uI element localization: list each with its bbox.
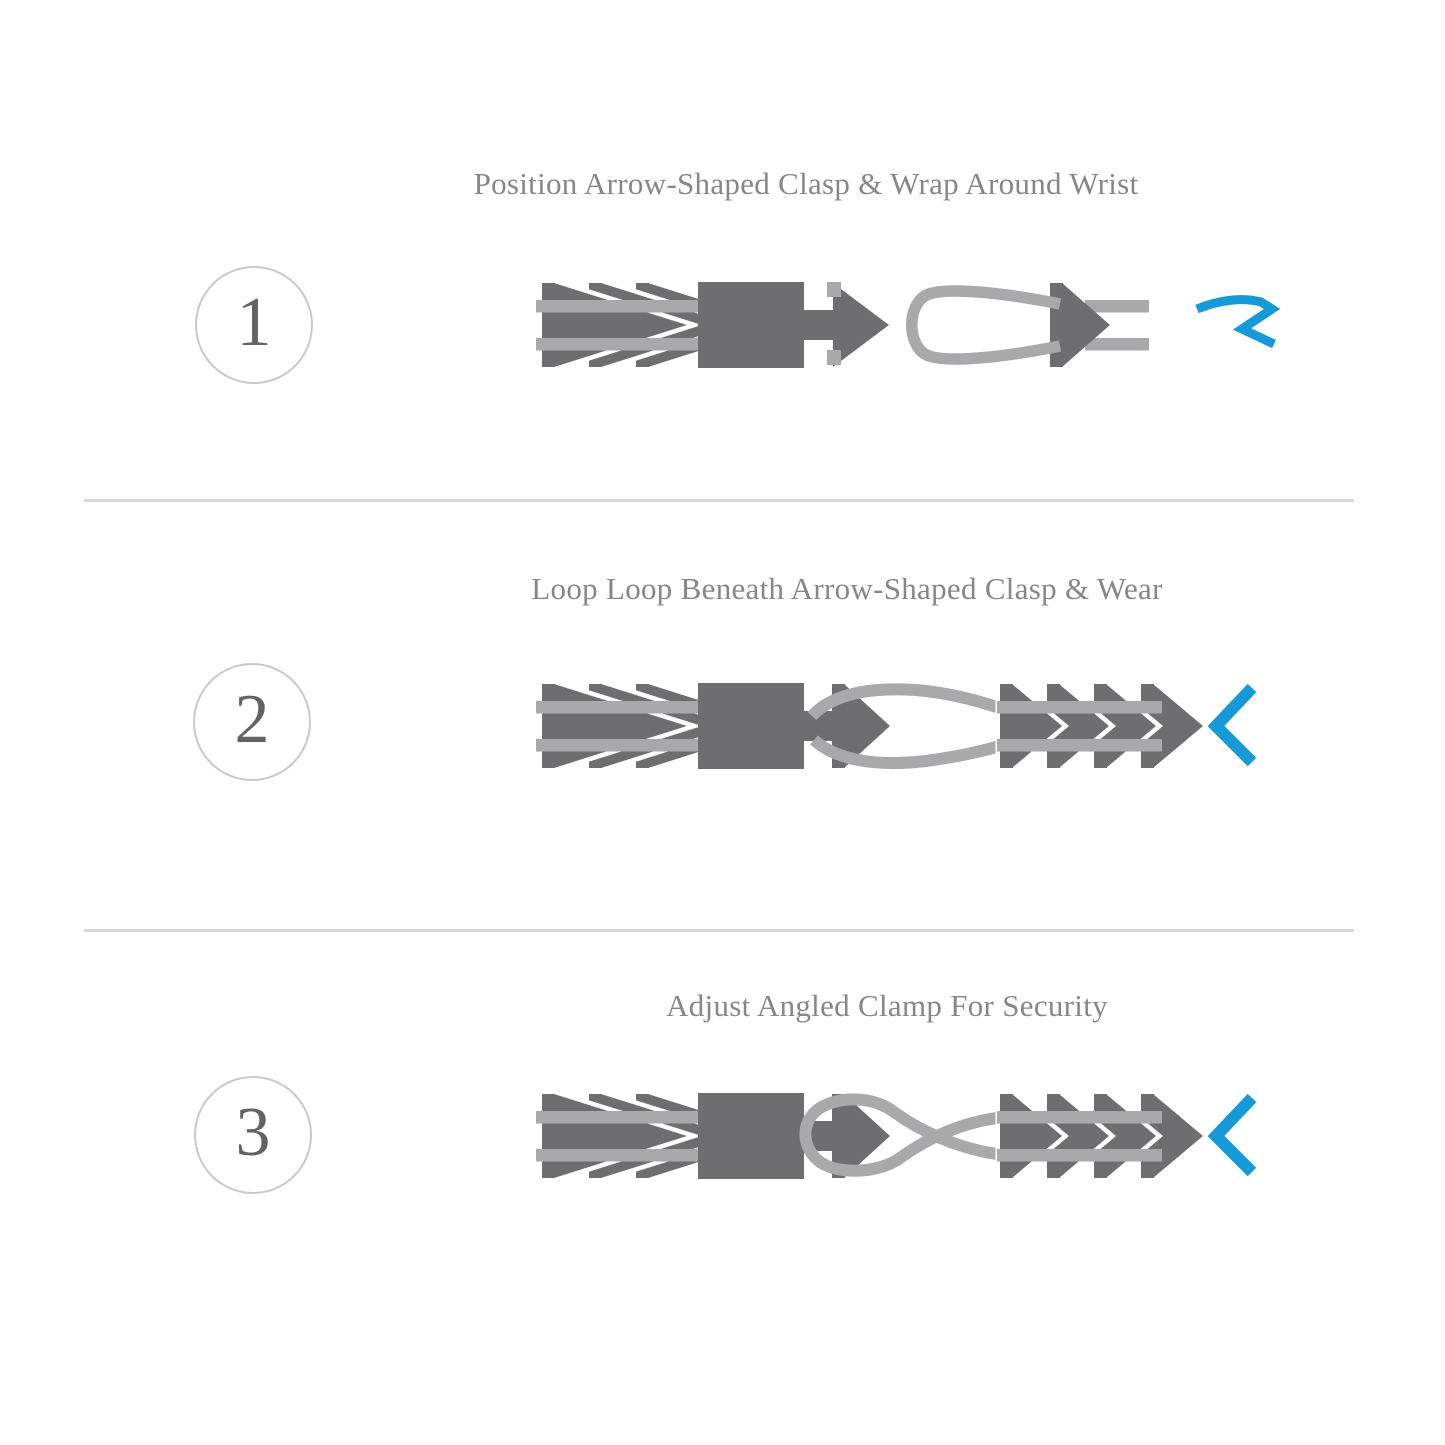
bracelet-links-right — [997, 684, 1203, 768]
chevron-left-icon — [1216, 688, 1252, 762]
step-3-title: Adjust Angled Clamp For Security — [666, 988, 1108, 1023]
step-2-number: 2 — [234, 681, 270, 758]
step-2-number-badge — [193, 663, 311, 781]
step-3-number: 3 — [235, 1094, 271, 1171]
section-divider — [84, 499, 1354, 502]
step-1-title: Position Arrow-Shaped Clasp & Wrap Around Wrist — [473, 166, 1139, 201]
step-1-number: 1 — [236, 284, 272, 361]
clasp-body — [698, 282, 889, 368]
strap-loop — [912, 283, 1149, 367]
step-3-number-badge — [194, 1076, 312, 1194]
step-3-diagram — [530, 1080, 1300, 1195]
step-1-diagram — [530, 275, 1300, 375]
section-divider — [84, 929, 1354, 932]
step-2-title: Loop Loop Beneath Arrow-Shaped Clasp & Wear — [531, 571, 1163, 606]
step-1-number-badge — [195, 266, 313, 384]
chevron-left-icon — [1216, 1098, 1252, 1172]
bracelet-links-right — [997, 1094, 1203, 1178]
step-2-diagram — [530, 670, 1300, 785]
rotate-wrap-arrow-icon — [1197, 300, 1274, 344]
